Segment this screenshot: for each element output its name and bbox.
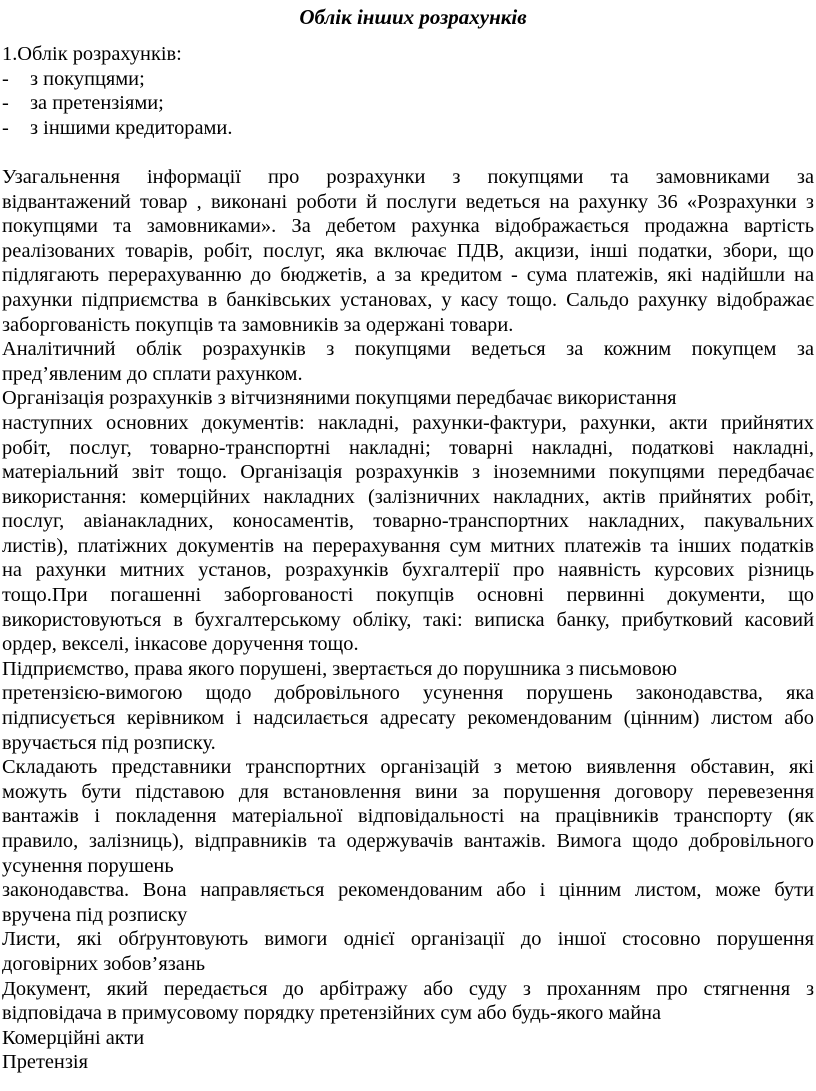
text-line: Документ, який передається до арбітражу або суду з проханням про стягнення з [2,977,814,1000]
text-line: Листи, які обґрунтовують вимоги однієї організації до іншої стосовно порушення [2,928,814,951]
text-line: підписується керівником і надсилається адресату рекомендованим (цінним) листом або [2,707,814,730]
text-line: можуть бути підставою для встановлення вини за порушення договору перевезення [2,780,814,803]
text-line: Комерційні акти [2,1026,145,1049]
text-line: Узагальнення інформації про розрахунки з покупцями та замовниками за [2,165,814,188]
text-line: ордер, векселі, інкасове доручення тощо. [2,633,359,656]
bullet-item [0,91,816,116]
bullet-text: з покупцями; [30,67,145,90]
bullet-dash: - [2,116,9,139]
text-line: вручена під розписку [2,903,188,926]
text-line: послуг, авіанакладних, коносаментів, товарно-транспортних накладних, пакувальних [2,510,814,533]
text-line: вручається під розписку. [2,731,216,754]
text-line: листів), платіжних документів на перерахування сум митних платежів та інших податків [2,534,814,557]
text-line: матеріальний звіт тощо. Організація розрахунків з іноземними покупцями передбачає [2,461,814,484]
text-line: наступних основних документів: накладні, рахунки-фактури, рахунки, акти прийнятих [2,411,814,434]
text-line: використовуються в бухгалтерському обліку, такі: виписка банку, прибутковий касовий [2,608,814,631]
text-line: Підприємство, права якого порушені, звертається до порушника з письмовою [2,657,678,680]
document-title: Облік інших розрахунків [299,5,527,29]
text-line: правило, залізниць), відправників та одержувачів вантажів. Вимога щодо добровільного [2,830,814,852]
text-line: пред’явленим до сплати рахунком. [2,362,303,385]
text-line: на рахунки митних установ, розрахунків бухгалтерії про наявність курсових різниць [2,559,814,582]
text-line: Аналітичний облік розрахунків з покупцями ведеться за кожним покупцем за [2,338,814,361]
text-line: покупцями та замовниками». За дебетом рахунка відображається продажна вартість [2,215,814,238]
text-line: використання: комерційних накладних (залізничних накладних, актів прийнятих робіт, [2,485,814,508]
text-line: Організація розрахунків з вітчизняними покупцями передбачає використання [2,387,677,410]
bullet-text: за претензіями; [30,92,164,115]
text-line: відповідача в примусовому порядку претензійних сум або будь-якого майна [2,1002,662,1025]
text-line: вантажів і покладення матеріальної відповідальності на працівників транспорту (як [2,805,814,828]
text-line: Складають представники транспортних організацій з метою виявлення обставин, які [2,756,814,779]
text-line: договірних зобов’язань [2,952,206,975]
bullet-item [0,67,816,92]
text-line: законодавства. Вона направляється рекомендованим або і цінним листом, може бути [2,879,814,902]
bullet-dash: - [2,92,9,115]
text-line: рахунки підприємства в банківських установах, у касу тощо. Сальдо рахунку відображає [2,288,814,311]
section-heading: 1.Облік розрахунків: [2,43,182,65]
bullet-item [0,116,816,141]
text-line: реалізованих товарів, робіт, послуг, яка включає ПДВ, акцизи, інші податки, збори, що [2,239,814,262]
body-text [0,165,816,1075]
bullet-text: з іншими кредиторами. [30,116,233,139]
text-line: відвантажений товар , виконані роботи й послуги ведеться на рахунку 36 «Розрахунки з [2,190,814,213]
document-body [0,42,816,1075]
text-line: усунення порушень [2,854,174,877]
text-line: тощо.При погашенні заборгованості покупців основні первинні документи, що [2,584,814,607]
text-line: підлягають перерахуванню до бюджетів, а за кредитом - сума платежів, які надійшли на [2,264,814,287]
paragraph-gap [0,140,816,165]
text-line: претензією-вимогою щодо добровільного усунення порушень законодавства, яка [2,682,814,705]
bullet-dash: - [2,67,9,90]
text-line: заборгованість покупців та замовників за одержані товари. [2,313,514,336]
text-line: Претензія [2,1051,88,1074]
text-line: робіт, послуг, товарно-транспортні накладні; товарні накладні, податкові накладні, [2,436,814,459]
